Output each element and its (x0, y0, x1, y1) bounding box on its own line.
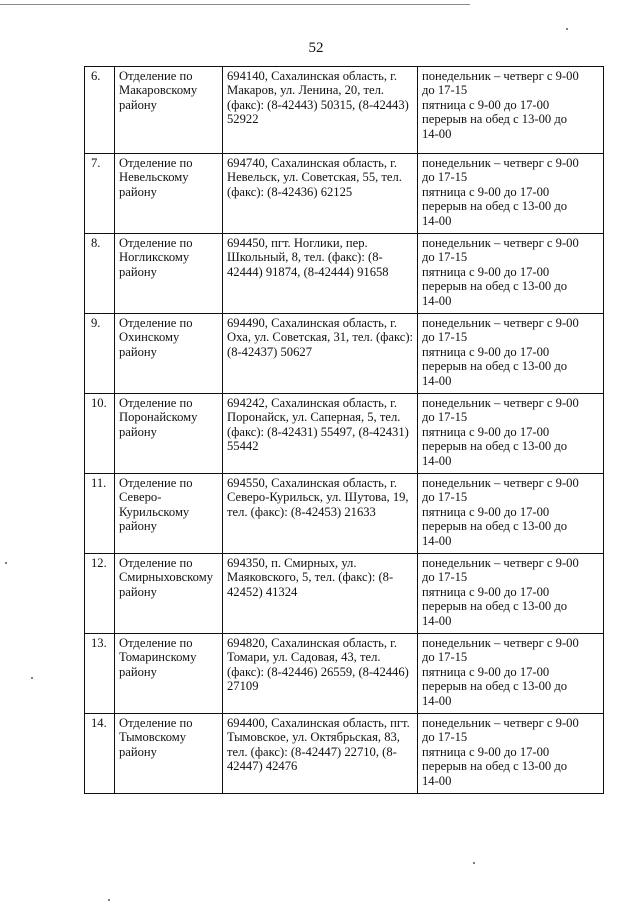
working-hours-line: 14-00 (422, 293, 452, 308)
table-body (85, 67, 604, 794)
address-text: 694242, Сахалинская область, г. Поронайск, ул. Саперная, 5, тел. (факс): (8-42431) 55497, (8-42431) 55442 (227, 396, 409, 454)
department-name-line: Отделение по (119, 316, 193, 330)
department-name-line: району (119, 584, 157, 599)
page-number: 52 (308, 40, 324, 56)
working-hours-cell (418, 314, 604, 394)
working-hours-line: до 17-15 (422, 730, 468, 745)
working-hours-cell (418, 154, 604, 234)
working-hours-line: 14-00 (422, 453, 452, 468)
working-hours-line: перерыв на обед с 13-00 до (422, 279, 568, 294)
department-name-line: району (119, 97, 157, 112)
table-row (85, 67, 604, 154)
working-hours-cell (418, 394, 604, 474)
address-text: 694550, Сахалинская область, г. Северо-Курильск, ул. Шутова, 19, тел. (факс): (8-42453) 21633 (227, 476, 409, 519)
department-name-cell (115, 714, 223, 794)
department-name-line: Невельскому (119, 170, 189, 185)
working-hours-line: 14-00 (422, 533, 452, 548)
row-number: 11. (85, 474, 115, 554)
address-text: 694400, Сахалинская область, пгт. Тымовское, ул. Октябрьская, 83, тел. (факс): (8-42447) 22710, (8-42447) 42476 (227, 716, 410, 774)
working-hours-line: понедельник – четверг с 9-00 (422, 156, 579, 170)
working-hours-line: до 17-15 (422, 330, 468, 345)
department-name-line: Ногликскому (119, 250, 190, 265)
table-row (85, 634, 604, 714)
scan-speck (31, 677, 33, 679)
department-name-cell (115, 634, 223, 714)
working-hours-line: перерыв на обед с 13-00 до (422, 359, 568, 374)
department-name-line: Поронайскому (119, 410, 198, 425)
working-hours-line: до 17-15 (422, 250, 468, 265)
department-name-line: Отделение по (119, 396, 193, 410)
working-hours-line: понедельник – четверг с 9-00 (422, 316, 579, 330)
scan-speck (473, 862, 475, 864)
department-name-line: району (119, 344, 157, 359)
address-cell (223, 634, 418, 714)
department-name-line: Отделение по (119, 236, 193, 250)
address-text: 694140, Сахалинская область, г. Макаров, ул. Ленина, 20, тел. (факс): (8-42443) 50315, (8-42443) 52922 (227, 69, 409, 127)
row-number: 8. (85, 234, 115, 314)
department-name-line: району (119, 664, 157, 679)
working-hours-line: понедельник – четверг с 9-00 (422, 556, 579, 570)
table-row (85, 554, 604, 634)
working-hours-cell (418, 714, 604, 794)
row-number: 14. (85, 714, 115, 794)
working-hours-line: 14-00 (422, 613, 452, 628)
working-hours-line: пятница с 9-00 до 17-00 (422, 97, 550, 112)
working-hours-cell (418, 67, 604, 154)
department-name-line: Северо- (119, 490, 162, 505)
working-hours-line: до 17-15 (422, 490, 468, 505)
working-hours-cell (418, 234, 604, 314)
working-hours-line: перерыв на обед с 13-00 до (422, 199, 568, 214)
table-row (85, 154, 604, 234)
address-cell (223, 314, 418, 394)
department-name-cell (115, 554, 223, 634)
address-cell (223, 154, 418, 234)
address-text: 694820, Сахалинская область, г. Томари, ул. Садовая, 43, тел. (факс): (8-42446) 26559, (8-42446) 27109 (227, 636, 409, 694)
table-row (85, 314, 604, 394)
department-name-line: Отделение по (119, 476, 193, 490)
row-number: 7. (85, 154, 115, 234)
address-text: 694350, п. Смирных, ул. Маяковского, 5, тел. (факс): (8-42452) 41324 (227, 556, 394, 599)
working-hours-line: 14-00 (422, 773, 452, 788)
working-hours-line: пятница с 9-00 до 17-00 (422, 184, 550, 199)
working-hours-line: пятница с 9-00 до 17-00 (422, 264, 550, 279)
working-hours-line: до 17-15 (422, 170, 468, 185)
working-hours-line: перерыв на обед с 13-00 до (422, 519, 568, 534)
working-hours-line: перерыв на обед с 13-00 до (422, 759, 568, 774)
working-hours-line: понедельник – четверг с 9-00 (422, 69, 579, 83)
working-hours-line: понедельник – четверг с 9-00 (422, 636, 579, 650)
department-name-line: Отделение по (119, 556, 193, 570)
working-hours-cell (418, 474, 604, 554)
department-name-cell (115, 314, 223, 394)
department-name-cell (115, 234, 223, 314)
address-text: 694490, Сахалинская область, г. Оха, ул. Советская, 31, тел. (факс): (8-42437) 50627 (227, 316, 414, 359)
working-hours-cell (418, 554, 604, 634)
row-number: 6. (85, 67, 115, 154)
address-cell (223, 394, 418, 474)
department-name-line: району (119, 519, 157, 534)
working-hours-line: пятница с 9-00 до 17-00 (422, 344, 550, 359)
row-number: 10. (85, 394, 115, 474)
department-name-line: Смирныховскому (119, 570, 213, 585)
department-name-cell (115, 394, 223, 474)
working-hours-line: пятница с 9-00 до 17-00 (422, 424, 550, 439)
department-name-line: району (119, 264, 157, 279)
scan-speck (108, 899, 110, 901)
table-row (85, 474, 604, 554)
working-hours-line: до 17-15 (422, 570, 468, 585)
row-number: 12. (85, 554, 115, 634)
address-text: 694450, пгт. Ноглики, пер. Школьный, 8, тел. (факс): (8-42444) 91874, (8-42444) 91658 (227, 236, 389, 279)
working-hours-line: перерыв на обед с 13-00 до (422, 112, 568, 127)
working-hours-line: до 17-15 (422, 650, 468, 665)
address-cell (223, 714, 418, 794)
working-hours-line: до 17-15 (422, 83, 468, 98)
working-hours-cell (418, 634, 604, 714)
department-name-line: району (119, 184, 157, 199)
address-cell (223, 474, 418, 554)
scan-top-rule (0, 4, 470, 5)
department-name-cell (115, 154, 223, 234)
department-name-line: Тымовскому (119, 730, 187, 745)
working-hours-line: перерыв на обед с 13-00 до (422, 439, 568, 454)
row-number: 9. (85, 314, 115, 394)
table-row (85, 394, 604, 474)
working-hours-line: 14-00 (422, 693, 452, 708)
working-hours-line: пятница с 9-00 до 17-00 (422, 504, 550, 519)
working-hours-line: до 17-15 (422, 410, 468, 425)
department-name-line: Отделение по (119, 636, 193, 650)
department-name-line: району (119, 424, 157, 439)
department-name-line: Отделение по (119, 156, 193, 170)
working-hours-line: пятница с 9-00 до 17-00 (422, 664, 550, 679)
address-text: 694740, Сахалинская область, г. Невельск, ул. Советская, 55, тел. (факс): (8-42436) 62125 (227, 156, 402, 199)
department-name-line: району (119, 744, 157, 759)
working-hours-line: 14-00 (422, 126, 452, 141)
working-hours-line: перерыв на обед с 13-00 до (422, 599, 568, 614)
scan-speck (5, 562, 7, 564)
department-name-cell (115, 474, 223, 554)
department-name-line: Макаровскому (119, 83, 198, 98)
working-hours-line: понедельник – четверг с 9-00 (422, 236, 579, 250)
table-row (85, 714, 604, 794)
table-row (85, 234, 604, 314)
department-name-line: Отделение по (119, 69, 193, 83)
working-hours-line: 14-00 (422, 213, 452, 228)
department-name-cell (115, 67, 223, 154)
department-name-line: Курильскому (119, 504, 190, 519)
working-hours-line: понедельник – четверг с 9-00 (422, 476, 579, 490)
working-hours-line: 14-00 (422, 373, 452, 388)
working-hours-line: понедельник – четверг с 9-00 (422, 396, 579, 410)
address-cell (223, 554, 418, 634)
working-hours-line: перерыв на обед с 13-00 до (422, 679, 568, 694)
working-hours-line: понедельник – четверг с 9-00 (422, 716, 579, 730)
address-cell (223, 67, 418, 154)
departments-table (84, 66, 604, 794)
department-name-line: Томаринскому (119, 650, 197, 665)
row-number: 13. (85, 634, 115, 714)
scan-speck (566, 28, 568, 30)
address-cell (223, 234, 418, 314)
department-name-line: Отделение по (119, 716, 193, 730)
department-name-line: Охинскому (119, 330, 180, 345)
working-hours-line: пятница с 9-00 до 17-00 (422, 584, 550, 599)
working-hours-line: пятница с 9-00 до 17-00 (422, 744, 550, 759)
